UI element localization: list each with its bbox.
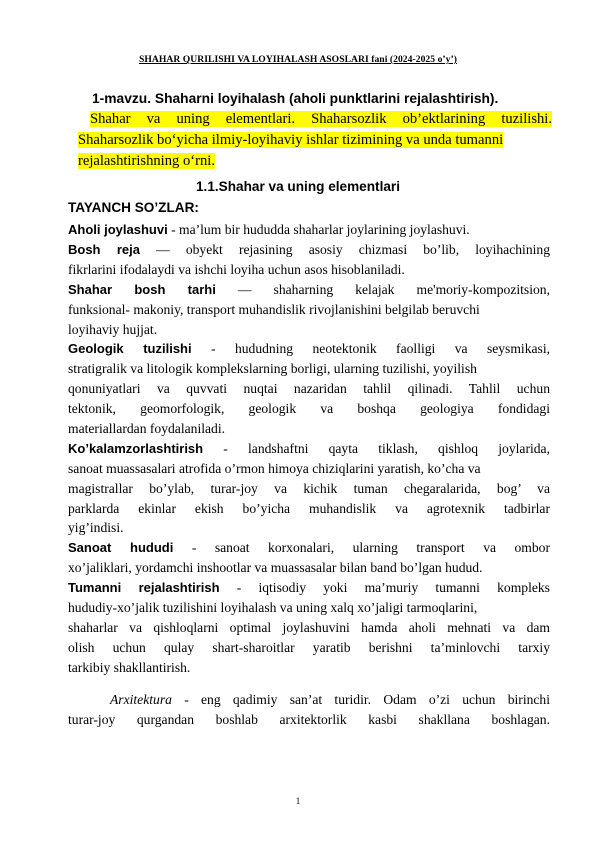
definition-line [68, 220, 550, 240]
definition-line: materiallardan foydalaniladi. [68, 420, 226, 436]
definition-text: - iqtisodiy yoki ma’muriy tumanni kompleks [219, 580, 550, 596]
course-header: SHAHAR QURILISHI VA LOYIHALASH ASOSLARI fani (2024-2025 o’y’) [138, 54, 457, 65]
definition-line: parklarda ekinlar ekish bo’yicha muhandislik va agrotexnik tadbirlar [68, 500, 550, 516]
definition-line: hududiy-xo’jalik tuzilishini loyihalash va uning xalq xo’jaligi tarmoqlarini, [68, 600, 478, 616]
topic-subtitle-line [74, 130, 552, 151]
definitions-body [68, 220, 550, 729]
definition-line: funksional- makoniy, transport muhandislik rivojlanishini belgilab beruvchi [68, 301, 480, 317]
highlighted-text: Shahar va uning elementlari. Shaharsozlik ob’ektlarining tuzilishi. [90, 111, 552, 127]
term-name: Geologik tuzilishi [68, 341, 192, 357]
highlighted-text: rejalashtirishning o‘rni. [78, 153, 215, 169]
term-name: Bosh reja [68, 241, 140, 257]
term-name: Aholi joylashuvi [68, 222, 168, 237]
definition-text: — shaharning kelajak me'moriy-kompozitsion, [215, 281, 550, 297]
definition-line: olish uchun qulay shart-sharoitlar yaratib berishni ta’minlovchi tarxiy [68, 639, 550, 655]
definition-line: shaharlar va qishloqlarni optimal joylashuvini hamda aholi mehnati va dam [68, 619, 550, 635]
definition-line: xo’jaliklari, yordamchi inshootlar va muassasalar bilan band bo’lgan hudud. [68, 560, 483, 576]
definition-text: — obyekt rejasining asosiy chizmasi bo’lib, loyihachining [139, 241, 550, 257]
definition-line [68, 578, 550, 598]
definition-line: tarkibiy shakllantirish. [68, 659, 191, 675]
term-name: Tumanni rejalashtirish [68, 580, 220, 596]
definition-line [68, 538, 550, 558]
topic-title: 1-mavzu. Shaharni loyihalash (aholi punktlarini rejalashtirish). [92, 91, 499, 106]
definition-text: - hududning neotektonik faolligi va seysmikasi, [191, 341, 550, 357]
definition-line: fikrlarini ifodalaydi va ishchi loyiha uchun asos hisoblaniladi. [68, 261, 405, 277]
paragraph-text: - eng qadimiy san’at turidir. Odam o’zi uchun birinchi [171, 691, 550, 707]
topic-subtitle-line [74, 109, 552, 130]
definition-line [68, 339, 550, 359]
highlighted-text: Shaharsozlik bo‘yicha ilmiy-loyihaviy ishlar tizimining va unda tumanni [78, 132, 504, 148]
definition-text: - ma’lum bir hududda shaharlar joylarining joylashuvi. [167, 222, 470, 237]
topic-block [74, 88, 552, 172]
term-name: Ko’kalamzorlashtirish [68, 440, 204, 456]
italic-term: Arxitektura [110, 691, 172, 707]
definition-text: - sanoat korxonalari, ularning transport va ombor [173, 540, 550, 556]
definition-line: stratigralik va litologik komplekslarning borligi, ularning tuzilishi, yoyilish [68, 361, 477, 377]
definition-line [68, 240, 550, 260]
paragraph-line: turar-joy qurgandan boshlab arxitektorlik kasbi shakllana boshlagan. [68, 711, 550, 727]
definition-line [68, 439, 550, 459]
definition-line: yig’indisi. [68, 520, 124, 536]
definition-line: qonuniyatlari va quvvati nuqtai nazaridan tahlil qilinadi. Tahlil uchun [68, 381, 550, 397]
topic-subtitle-line [74, 151, 552, 172]
definition-line: magistrallar bo’ylab, turar-joy va kichik tuman chegaralarida, bog’ va [68, 480, 550, 496]
keywords-heading: TAYANCH SO’ZLAR: [68, 200, 199, 215]
section-title: 1.1.Shahar va uning elementlari [196, 179, 400, 194]
term-name: Sanoat hududi [68, 540, 174, 556]
definition-text: - landshaftni qayta tiklash, qishloq joylarida, [203, 440, 550, 456]
term-name: Shahar bosh tarhi [68, 281, 216, 297]
page-number: 1 [295, 796, 301, 806]
paragraph-line [68, 690, 550, 710]
definition-line [68, 280, 550, 300]
definition-line: sanoat muassasalari atrofida o’rmon himoya chiziqlarini yaratish, ko’cha va [68, 460, 481, 476]
definition-line: tektonik, geomorfologik, geologik va boshqa geologiya fondidagi [68, 401, 550, 417]
definition-line: loyihaviy hujjat. [68, 321, 158, 337]
